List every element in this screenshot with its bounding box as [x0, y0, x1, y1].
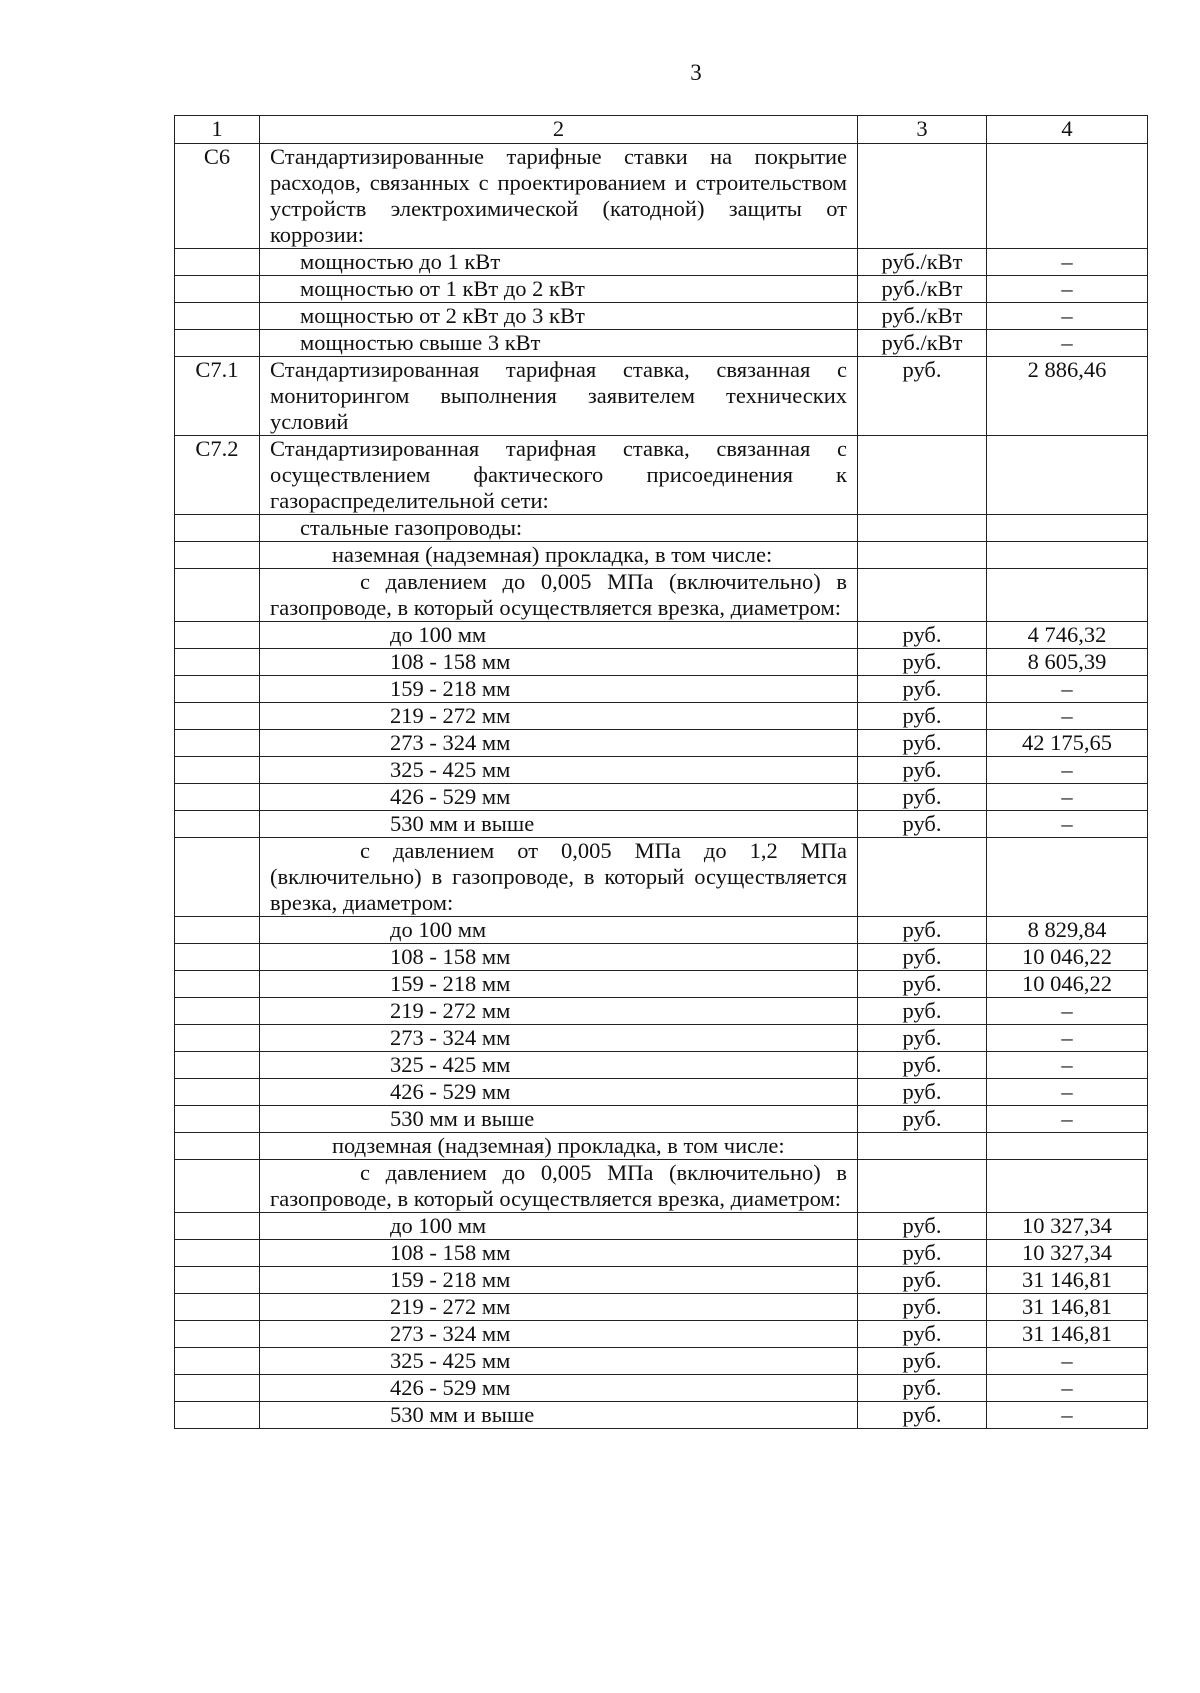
row-unit: руб.	[858, 622, 987, 649]
value-cell	[987, 838, 1148, 917]
header-col-1: 1	[175, 116, 260, 144]
value-cell	[987, 144, 1148, 249]
row-description: Стандартизированная тарифная ставка, связанная с осуществлением фактического присоединения к газораспределительной сети:	[260, 436, 858, 515]
page-number: 3	[690, 60, 702, 85]
unit-cell	[858, 515, 987, 542]
row-code	[175, 303, 260, 330]
row-unit: руб.	[858, 1267, 987, 1294]
row-code	[175, 971, 260, 998]
table-row	[175, 1321, 1148, 1348]
row-code	[175, 1267, 260, 1294]
row-label: 426 - 529 мм	[260, 784, 858, 811]
row-unit: руб.	[858, 757, 987, 784]
row-unit: руб.	[858, 1294, 987, 1321]
row-label: 108 - 158 мм	[260, 649, 858, 676]
table-row	[175, 303, 1148, 330]
row-label: 219 - 272 мм	[260, 998, 858, 1025]
table-row	[175, 703, 1148, 730]
table-row	[175, 757, 1148, 784]
row-code	[175, 998, 260, 1025]
table-row	[175, 1402, 1148, 1429]
row-value: –	[987, 1052, 1148, 1079]
row-label: 159 - 218 мм	[260, 676, 858, 703]
row-label: 108 - 158 мм	[260, 944, 858, 971]
row-code	[175, 730, 260, 757]
row-value: 31 146,81	[987, 1294, 1148, 1321]
table-row	[175, 1240, 1148, 1267]
row-code	[175, 1160, 260, 1213]
value-cell	[987, 569, 1148, 622]
unit-cell	[858, 1160, 987, 1213]
row-code	[175, 1213, 260, 1240]
row-unit: руб.	[858, 1402, 987, 1429]
row-value: 8 605,39	[987, 649, 1148, 676]
row-label: 219 - 272 мм	[260, 703, 858, 730]
row-code	[175, 917, 260, 944]
row-unit: руб.	[858, 944, 987, 971]
row-code	[175, 1052, 260, 1079]
row-unit: руб.	[858, 784, 987, 811]
row-code	[175, 784, 260, 811]
row-code	[175, 569, 260, 622]
row-code	[175, 838, 260, 917]
row-subheading: наземная (надземная) прокладка, в том числе:	[260, 542, 858, 569]
table-row	[175, 998, 1148, 1025]
row-unit: руб.	[858, 1052, 987, 1079]
row-unit: руб.	[858, 1375, 987, 1402]
value-cell	[987, 436, 1148, 515]
row-label: 325 - 425 мм	[260, 1348, 858, 1375]
row-value: 4 746,32	[987, 622, 1148, 649]
row-value: 31 146,81	[987, 1267, 1148, 1294]
table-row	[175, 1079, 1148, 1106]
row-code	[175, 330, 260, 357]
header-col-2: 2	[260, 116, 858, 144]
row-label: 530 мм и выше	[260, 1402, 858, 1429]
table-row	[175, 730, 1148, 757]
row-value: 10 046,22	[987, 944, 1148, 971]
table-row-pressure-heading	[175, 569, 1148, 622]
row-code: С6	[175, 144, 260, 249]
row-label: 530 мм и выше	[260, 1106, 858, 1133]
row-value: –	[987, 249, 1148, 276]
table-row	[175, 1294, 1148, 1321]
unit-cell	[858, 1133, 987, 1160]
row-code	[175, 622, 260, 649]
table-header-row	[175, 116, 1148, 144]
tariff-table-body	[175, 116, 1148, 1429]
table-row	[175, 1025, 1148, 1052]
unit-cell	[858, 436, 987, 515]
row-code	[175, 542, 260, 569]
row-unit: руб./кВт	[858, 330, 987, 357]
row-unit: руб./кВт	[858, 249, 987, 276]
row-unit: руб.	[858, 1348, 987, 1375]
row-unit: руб.	[858, 357, 987, 436]
row-label: до 100 мм	[260, 917, 858, 944]
row-code	[175, 944, 260, 971]
row-unit: руб.	[858, 1213, 987, 1240]
row-code: С7.1	[175, 357, 260, 436]
row-code	[175, 1375, 260, 1402]
table-row	[175, 676, 1148, 703]
row-code	[175, 1133, 260, 1160]
table-row-pressure-heading	[175, 1160, 1148, 1213]
unit-cell	[858, 144, 987, 249]
row-unit: руб.	[858, 1106, 987, 1133]
table-row	[175, 1348, 1148, 1375]
row-label: мощностью от 2 кВт до 3 кВт	[260, 303, 858, 330]
row-value: –	[987, 330, 1148, 357]
row-label: мощностью до 1 кВт	[260, 249, 858, 276]
row-code	[175, 1025, 260, 1052]
table-row	[175, 1267, 1148, 1294]
row-value: –	[987, 998, 1148, 1025]
row-code	[175, 1079, 260, 1106]
row-value: 10 046,22	[987, 971, 1148, 998]
row-label: 325 - 425 мм	[260, 1052, 858, 1079]
row-unit: руб.	[858, 730, 987, 757]
unit-cell	[858, 569, 987, 622]
table-row-subheading	[175, 515, 1148, 542]
value-cell	[987, 1133, 1148, 1160]
row-description: Стандартизированная тарифная ставка, связанная с мониторингом выполнения заявителем технических условий	[260, 357, 858, 436]
row-unit: руб.	[858, 917, 987, 944]
row-label: 108 - 158 мм	[260, 1240, 858, 1267]
row-description: с давлением до 0,005 МПа (включительно) в газопроводе, в который осуществляется врезка, диаметром:	[260, 569, 858, 622]
row-code	[175, 676, 260, 703]
row-code	[175, 1294, 260, 1321]
row-code	[175, 1106, 260, 1133]
table-row	[175, 917, 1148, 944]
value-cell	[987, 515, 1148, 542]
row-unit: руб.	[858, 998, 987, 1025]
row-unit: руб.	[858, 1079, 987, 1106]
row-unit: руб./кВт	[858, 276, 987, 303]
row-value: –	[987, 276, 1148, 303]
row-value: –	[987, 757, 1148, 784]
row-unit: руб.	[858, 703, 987, 730]
row-unit: руб./кВт	[858, 303, 987, 330]
table-row-c6-title	[175, 144, 1148, 249]
row-subheading: подземная (надземная) прокладка, в том числе:	[260, 1133, 858, 1160]
table-row	[175, 1375, 1148, 1402]
table-row	[175, 276, 1148, 303]
row-value: 8 829,84	[987, 917, 1148, 944]
row-code: С7.2	[175, 436, 260, 515]
row-code	[175, 649, 260, 676]
row-code	[175, 276, 260, 303]
row-value: 10 327,34	[987, 1240, 1148, 1267]
row-code	[175, 811, 260, 838]
row-label: 426 - 529 мм	[260, 1375, 858, 1402]
row-value: 42 175,65	[987, 730, 1148, 757]
row-code	[175, 1240, 260, 1267]
row-code	[175, 249, 260, 276]
table-row	[175, 330, 1148, 357]
row-label: 219 - 272 мм	[260, 1294, 858, 1321]
row-label: до 100 мм	[260, 622, 858, 649]
row-description: с давлением от 0,005 МПа до 1,2 МПа (включительно) в газопроводе, в который осуществляется врезка, диаметром:	[260, 838, 858, 917]
header-col-3: 3	[858, 116, 987, 144]
row-label: 273 - 324 мм	[260, 1321, 858, 1348]
row-value: –	[987, 1375, 1148, 1402]
row-code	[175, 703, 260, 730]
row-code	[175, 1321, 260, 1348]
row-unit: руб.	[858, 811, 987, 838]
row-unit: руб.	[858, 649, 987, 676]
table-row	[175, 971, 1148, 998]
table-row	[175, 944, 1148, 971]
row-code	[175, 1348, 260, 1375]
table-row-pressure-heading	[175, 838, 1148, 917]
table-row	[175, 811, 1148, 838]
row-value: –	[987, 1025, 1148, 1052]
row-value: –	[987, 1348, 1148, 1375]
row-value: –	[987, 1402, 1148, 1429]
row-code	[175, 515, 260, 542]
table-row-c71	[175, 357, 1148, 436]
row-subheading: стальные газопроводы:	[260, 515, 858, 542]
row-value: –	[987, 703, 1148, 730]
value-cell	[987, 542, 1148, 569]
row-label: мощностью свыше 3 кВт	[260, 330, 858, 357]
table-row	[175, 1106, 1148, 1133]
value-cell	[987, 1160, 1148, 1213]
row-value: –	[987, 784, 1148, 811]
row-label: до 100 мм	[260, 1213, 858, 1240]
row-unit: руб.	[858, 971, 987, 998]
row-label: 530 мм и выше	[260, 811, 858, 838]
row-unit: руб.	[858, 1240, 987, 1267]
row-value: 2 886,46	[987, 357, 1148, 436]
row-code	[175, 1402, 260, 1429]
table-row-subheading	[175, 1133, 1148, 1160]
header-col-4: 4	[987, 116, 1148, 144]
row-value: 10 327,34	[987, 1213, 1148, 1240]
row-label: 426 - 529 мм	[260, 1079, 858, 1106]
row-unit: руб.	[858, 676, 987, 703]
row-description: Стандартизированные тарифные ставки на покрытие расходов, связанных с проектированием и строительством устройств электрохимической (катодной) защиты от коррозии:	[260, 144, 858, 249]
table-row	[175, 784, 1148, 811]
table-row	[175, 622, 1148, 649]
table-row	[175, 1052, 1148, 1079]
table-row-subheading	[175, 542, 1148, 569]
row-unit: руб.	[858, 1025, 987, 1052]
row-code	[175, 757, 260, 784]
table-row	[175, 249, 1148, 276]
row-label: 159 - 218 мм	[260, 971, 858, 998]
row-label: мощностью от 1 кВт до 2 кВт	[260, 276, 858, 303]
row-label: 159 - 218 мм	[260, 1267, 858, 1294]
row-label: 273 - 324 мм	[260, 1025, 858, 1052]
unit-cell	[858, 542, 987, 569]
unit-cell	[858, 838, 987, 917]
row-value: –	[987, 1079, 1148, 1106]
row-value: –	[987, 676, 1148, 703]
row-label: 325 - 425 мм	[260, 757, 858, 784]
table-row	[175, 649, 1148, 676]
table-row-c72-title	[175, 436, 1148, 515]
row-value: 31 146,81	[987, 1321, 1148, 1348]
row-value: –	[987, 1106, 1148, 1133]
row-unit: руб.	[858, 1321, 987, 1348]
row-value: –	[987, 303, 1148, 330]
row-value: –	[987, 811, 1148, 838]
row-description: с давлением до 0,005 МПа (включительно) в газопроводе, в который осуществляется врезка, диаметром:	[260, 1160, 858, 1213]
table-row	[175, 1213, 1148, 1240]
tariff-table	[174, 115, 1148, 1429]
row-label: 273 - 324 мм	[260, 730, 858, 757]
